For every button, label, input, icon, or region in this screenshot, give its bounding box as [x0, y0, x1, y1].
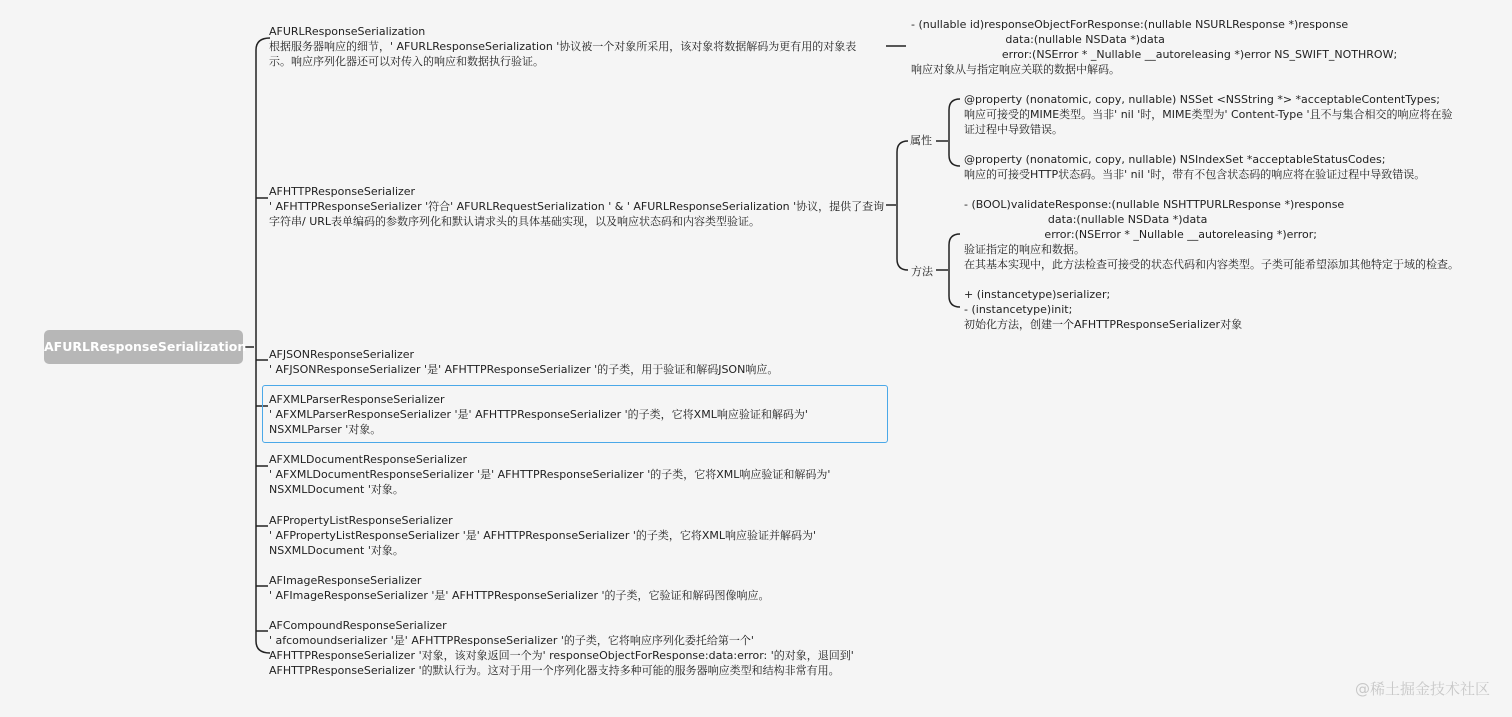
- branch-http-response-serializer[interactable]: [269, 184, 884, 229]
- property-acceptable-status-codes[interactable]: [964, 152, 1425, 182]
- text-line: data:(nullable NSData *)data: [964, 213, 1208, 226]
- text-line: 根据服务器响应的细节，' AFURLResponseSerialization '协议被一个对象所采用，该对象将数据解码为更有用的对象表: [269, 40, 857, 53]
- text-line: NSXMLDocument '对象。: [269, 544, 404, 557]
- branch-image-response-serializer[interactable]: [269, 573, 770, 603]
- text-line: AFJSONResponseSerializer: [269, 348, 415, 361]
- text-line: 证过程中导致错误。: [964, 123, 1063, 136]
- text-line: ' AFImageResponseSerializer '是' AFHTTPResponseSerializer '的子类，它验证和解码图像响应。: [269, 589, 770, 602]
- branch-property-list-response-serializer[interactable]: [269, 513, 816, 558]
- property-acceptable-content-types[interactable]: [964, 92, 1453, 137]
- text-line: + (instancetype)serializer;: [964, 288, 1111, 301]
- text-line: AFHTTPResponseSerializer: [269, 185, 416, 198]
- text-line: ' afcomoundserializer '是' AFHTTPResponseSerializer '的子类，它将响应序列化委托给第一个': [269, 634, 754, 647]
- branch-xml-document-response-serializer[interactable]: [269, 452, 830, 497]
- text-line: @property (nonatomic, copy, nullable) NSIndexSet *acceptableStatusCodes;: [964, 153, 1386, 166]
- text-line: ' AFHTTPResponseSerializer '符合' AFURLRequestSerialization ' & ' AFURLResponseSerialization '协议，提供了查询: [269, 200, 885, 213]
- text-line: 响应可接受的MIME类型。当非' nil '时，MIME类型为' Content-Type '且不与集合相交的响应将在验: [964, 108, 1453, 121]
- text-line: 验证指定的响应和数据。: [964, 243, 1085, 256]
- text-line: ' AFXMLParserResponseSerializer '是' AFHTTPResponseSerializer '的子类，它将XML响应验证和解码为': [269, 408, 808, 421]
- text-line: 示。响应序列化器还可以对传入的响应和数据执行验证。: [269, 55, 544, 68]
- text-line: ' AFXMLDocumentResponseSerializer '是' AFHTTPResponseSerializer '的子类，它将XML响应验证和解码为': [269, 468, 831, 481]
- text-line: ' AFJSONResponseSerializer '是' AFHTTPResponseSerializer '的子类，用于验证和解码JSON响应。: [269, 363, 779, 376]
- text-line: AFPropertyListResponseSerializer: [269, 514, 453, 527]
- branch-xml-parser-response-serializer[interactable]: [269, 392, 808, 437]
- branch-url-response-serialization[interactable]: [269, 24, 856, 69]
- text-line: AFImageResponseSerializer: [269, 574, 422, 587]
- text-line: - (BOOL)validateResponse:(nullable NSHTTPURLResponse *)response: [964, 198, 1345, 211]
- url-detail-node[interactable]: [911, 17, 1397, 77]
- method-initializers[interactable]: [964, 287, 1242, 332]
- text-line: - (nullable id)responseObjectForResponse:(nullable NSURLResponse *)response: [911, 18, 1349, 31]
- method-validate-response[interactable]: [964, 197, 1459, 272]
- text-line: error:(NSError * _Nullable __autoreleasing *)error;: [964, 228, 1317, 241]
- text-line: AFCompoundResponseSerializer: [269, 619, 447, 632]
- text-line: NSXMLParser '对象。: [269, 423, 382, 436]
- text-line: 初始化方法，创建一个AFHTTPResponseSerializer对象: [964, 318, 1243, 331]
- text-line: AFHTTPResponseSerializer '对象，该对象返回一个为' responseObjectForResponse:data:error: '的对象，退回到': [269, 649, 854, 662]
- properties-label[interactable]: 属性: [910, 134, 932, 147]
- methods-label[interactable]: 方法: [911, 265, 933, 278]
- text-line: 响应对象从与指定响应关联的数据中解码。: [911, 63, 1120, 76]
- text-line: 响应的可接受HTTP状态码。当非' nil '时，带有不包含状态码的响应将在验证过程中导致错误。: [964, 168, 1426, 181]
- text-line: @property (nonatomic, copy, nullable) NSSet <NSString *> *acceptableContentTypes;: [964, 93, 1440, 106]
- text-line: ' AFPropertyListResponseSerializer '是' AFHTTPResponseSerializer '的子类，它将XML响应验证并解码为': [269, 529, 817, 542]
- text-line: AFURLResponseSerialization: [269, 25, 426, 38]
- text-line: NSXMLDocument '对象。: [269, 483, 404, 496]
- watermark: @稀土掘金技术社区: [1354, 680, 1490, 698]
- text-line: - (instancetype)init;: [964, 303, 1073, 316]
- root-node[interactable]: AFURLResponseSerialization: [44, 330, 243, 364]
- branch-json-response-serializer[interactable]: [269, 347, 778, 377]
- text-line: AFHTTPResponseSerializer '的默认行为。这对于用一个序列化器支持多种可能的服务器响应类型和结构非常有用。: [269, 664, 840, 677]
- text-line: 在其基本实现中，此方法检查可接受的状态代码和内容类型。子类可能希望添加其他特定于域的检查。: [964, 258, 1459, 271]
- text-line: 字符串/ URL表单编码的参数序列化和默认请求头的具体基础实现，以及响应状态码和内容类型验证。: [269, 215, 761, 228]
- text-line: error:(NSError * _Nullable __autoreleasing *)error NS_SWIFT_NOTHROW;: [911, 48, 1398, 61]
- text-line: AFXMLParserResponseSerializer: [269, 393, 445, 406]
- text-line: AFXMLDocumentResponseSerializer: [269, 453, 468, 466]
- text-line: data:(nullable NSData *)data: [911, 33, 1165, 46]
- branch-compound-response-serializer[interactable]: [269, 618, 854, 678]
